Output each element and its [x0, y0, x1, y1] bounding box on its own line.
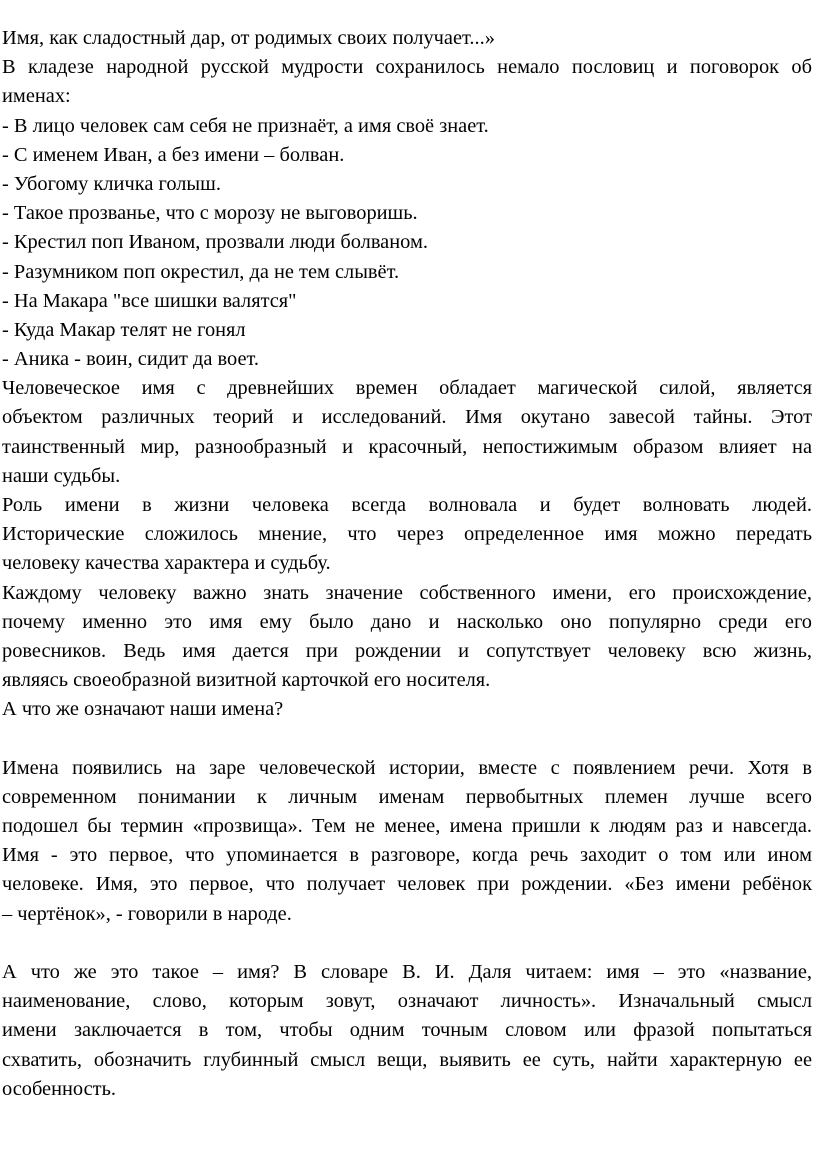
text-line: Каждому человеку важно знать значение собственного имени, его происхождение,: [2, 581, 812, 604]
text-line: В кладезе народной русской мудрости сохранилось немало пословиц и поговорок об: [2, 56, 812, 79]
blank-line: [0, 929, 816, 958]
text-line: ровесников. Ведь имя дается при рождении и сопутствует человеку всю жизнь,: [2, 639, 812, 662]
text-line: таинственный мир, разнообразный и красочный, непостижимым образом влияет на: [2, 435, 812, 458]
text-line: наши судьбы.: [2, 464, 121, 487]
text-line: наименование, слово, которым зовут, означают личность». Изначальный смысл: [2, 990, 812, 1013]
blank-line: [0, 725, 816, 754]
document-page: [0, 24, 816, 1104]
text-line: - Куда Макар телят не гонял: [2, 318, 246, 341]
text-line: подошел бы термин «прозвища». Тем не менее, имена пришли к людям раз и навсегда.: [2, 815, 812, 838]
text-line: Имена появились на заре человеческой истории, вместе с появлением речи. Хотя в: [2, 756, 812, 779]
text-line: Имя - это первое, что упоминается в разговоре, когда речь заходит о том или ином: [2, 844, 812, 867]
text-line: имени заключается в том, чтобы одним точным словом или фразой попытаться: [2, 1019, 812, 1042]
text-line: объектом различных теорий и исследований. Имя окутано завесой тайны. Этот: [2, 406, 812, 429]
text-line: - Такое прозванье, что с морозу не выговоришь.: [2, 202, 418, 225]
text-line: являясь своеобразной визитной карточкой его носителя.: [2, 669, 491, 692]
text-line: - Разумником поп окрестил, да не тем слывёт.: [2, 260, 400, 283]
text-line: схватить, обозначить глубинный смысл вещи, выявить ее суть, найти характерную ее: [2, 1048, 812, 1071]
text-line: современном понимании к личным именам первобытных племен лучше всего: [2, 785, 812, 808]
text-line: человеке. Имя, это первое, что получает человек при рождении. «Без имени ребёнок: [2, 873, 812, 896]
text-line: Человеческое имя с древнейших времен обладает магической силой, является: [2, 377, 812, 400]
text-line: Имя, как сладостный дар, от родимых своих получает...»: [2, 27, 495, 49]
text-line: - Убогому кличка голыш.: [2, 172, 221, 195]
text-line: Исторические сложилось мнение, что через определенное имя можно передать: [2, 523, 812, 546]
text-line: – чертёнок», - говорили в народе.: [2, 902, 292, 925]
text-line: - С именем Иван, а без имени – болван.: [2, 143, 345, 166]
text-line: почему именно это имя ему было дано и насколько оно популярно среди его: [2, 610, 812, 633]
text-line: А что же означают наши имена?: [2, 698, 284, 721]
text-line: человеку качества характера и судьбу.: [2, 552, 331, 575]
text-line: А что же это такое – имя? В словаре В. И. Даля читаем: имя – это «название,: [2, 961, 812, 983]
text-line: Роль имени в жизни человека всегда волновала и будет волновать людей.: [2, 494, 812, 516]
text-line: - Крестил поп Иваном, прозвали люди болваном.: [2, 231, 428, 254]
text-line: именах:: [2, 85, 71, 108]
text-line: - В лицо человек сам себя не признаёт, а имя своё знает.: [2, 114, 489, 137]
text-line: особенность.: [2, 1077, 116, 1100]
text-line: - Аника - воин, сидит да воет.: [2, 348, 260, 371]
text-line: - На Макара "все шишки валятся": [2, 289, 297, 312]
